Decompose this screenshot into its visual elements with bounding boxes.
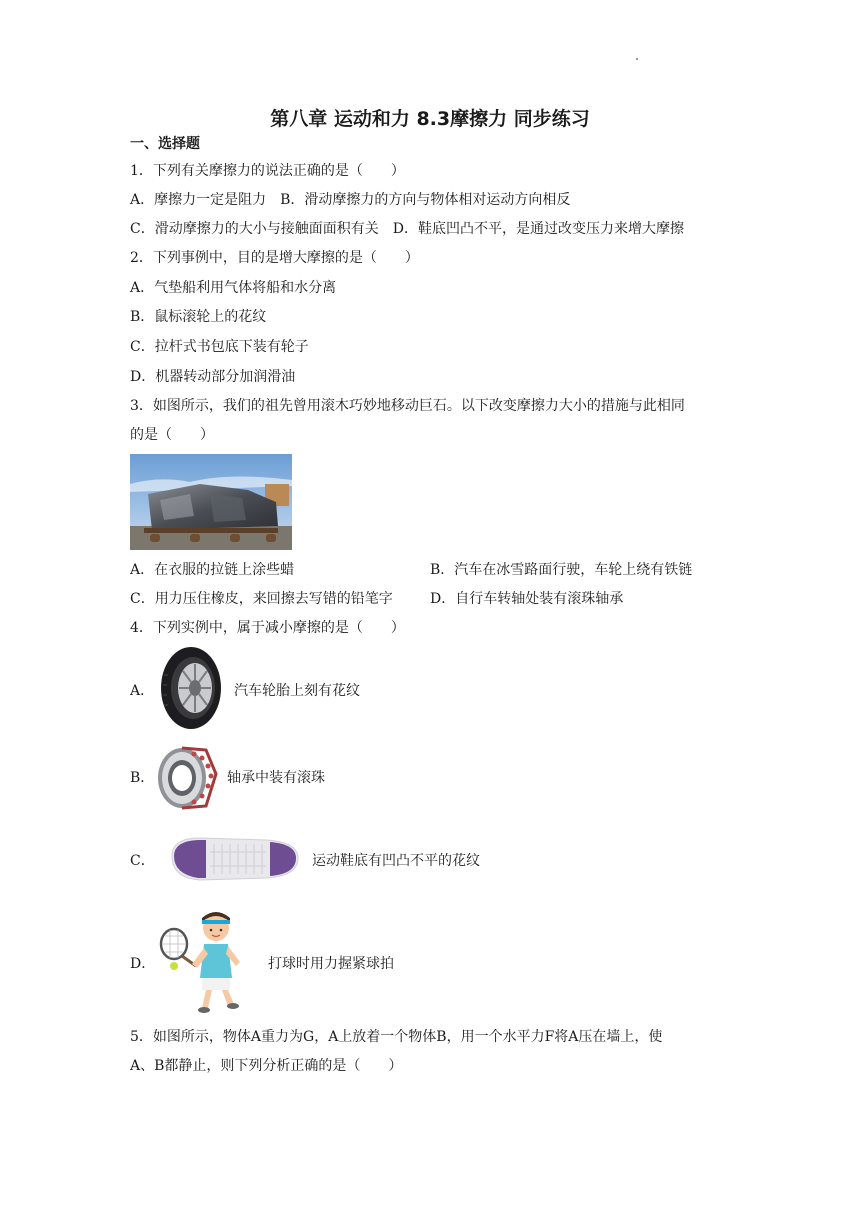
q2-option-a[interactable]: A．气垫船利用气体将船和水分离 — [130, 280, 337, 296]
page-mark — [636, 58, 638, 60]
q4-option-d-label[interactable]: D． — [130, 956, 156, 972]
q4-option-b-caption: 轴承中装有滚珠 — [227, 770, 325, 786]
q2-stem: 2．下列事例中，目的是增大摩擦的是（ ） — [130, 250, 419, 266]
q3-option-a[interactable]: A．在衣服的拉链上涂些蜡 — [130, 562, 295, 578]
q4-option-a-caption: 汽车轮胎上刻有花纹 — [234, 683, 360, 699]
q4-option-a-label[interactable]: A． — [130, 683, 155, 699]
rolling-logs-stone-image — [130, 454, 292, 550]
q2-option-d[interactable]: D．机器转动部分加润滑油 — [130, 369, 296, 385]
q3-stem-line2: 的是（ ） — [130, 427, 214, 443]
document-title: 第八章 运动和力 8.3摩擦力 同步练习 — [270, 108, 590, 130]
q1-option-b[interactable]: B．滑动摩擦力的方向与物体相对运动方向相反 — [280, 192, 571, 208]
q1-stem: 1．下列有关摩擦力的说法正确的是（ ） — [130, 163, 405, 179]
q4-stem: 4．下列实例中，属于减小摩擦的是（ ） — [130, 620, 405, 636]
q4-option-c-caption: 运动鞋底有凹凸不平的花纹 — [312, 853, 480, 869]
q1-option-d[interactable]: D．鞋底凹凸不平，是通过改变压力来增大摩擦 — [392, 221, 684, 237]
q5-stem-line2: A、B都静止，则下列分析正确的是（ ） — [130, 1058, 403, 1074]
q4-option-b-label[interactable]: B． — [130, 770, 155, 786]
q3-option-d[interactable]: D．自行车转轴处装有滚珠轴承 — [430, 591, 624, 607]
q5-stem-line1: 5．如图所示，物体A重力为G，A上放着一个物体B，用一个水平力F将A压在墙上，使 — [130, 1029, 663, 1045]
q3-stem-line1: 3．如图所示，我们的祖先曾用滚木巧妙地移动巨石。以下改变摩擦力大小的措施与此相同 — [130, 398, 685, 414]
section-heading: 一、选择题 — [130, 136, 200, 152]
q1-option-a[interactable]: A．摩擦力一定是阻力 — [130, 192, 267, 208]
bearing-icon — [156, 744, 218, 810]
shoe-sole-icon — [166, 832, 302, 884]
q1-options-cd — [130, 220, 684, 238]
tire-icon — [158, 645, 224, 731]
q2-option-c[interactable]: C．拉杆式书包底下装有轮子 — [130, 339, 309, 355]
q3-option-b[interactable]: B．汽车在冰雪路面行驶，车轮上绕有铁链 — [430, 562, 693, 578]
q1-options-ab — [130, 191, 570, 209]
q4-option-c-label[interactable]: C． — [130, 853, 155, 869]
tennis-player-icon — [156, 906, 248, 1016]
q2-option-b[interactable]: B．鼠标滚轮上的花纹 — [130, 309, 267, 325]
q1-option-c[interactable]: C．滑动摩擦力的大小与接触面面积有关 — [130, 221, 379, 237]
q3-option-c[interactable]: C．用力压住橡皮，来回擦去写错的铅笔字 — [130, 591, 393, 607]
q4-option-d-caption: 打球时用力握紧球拍 — [268, 956, 394, 972]
